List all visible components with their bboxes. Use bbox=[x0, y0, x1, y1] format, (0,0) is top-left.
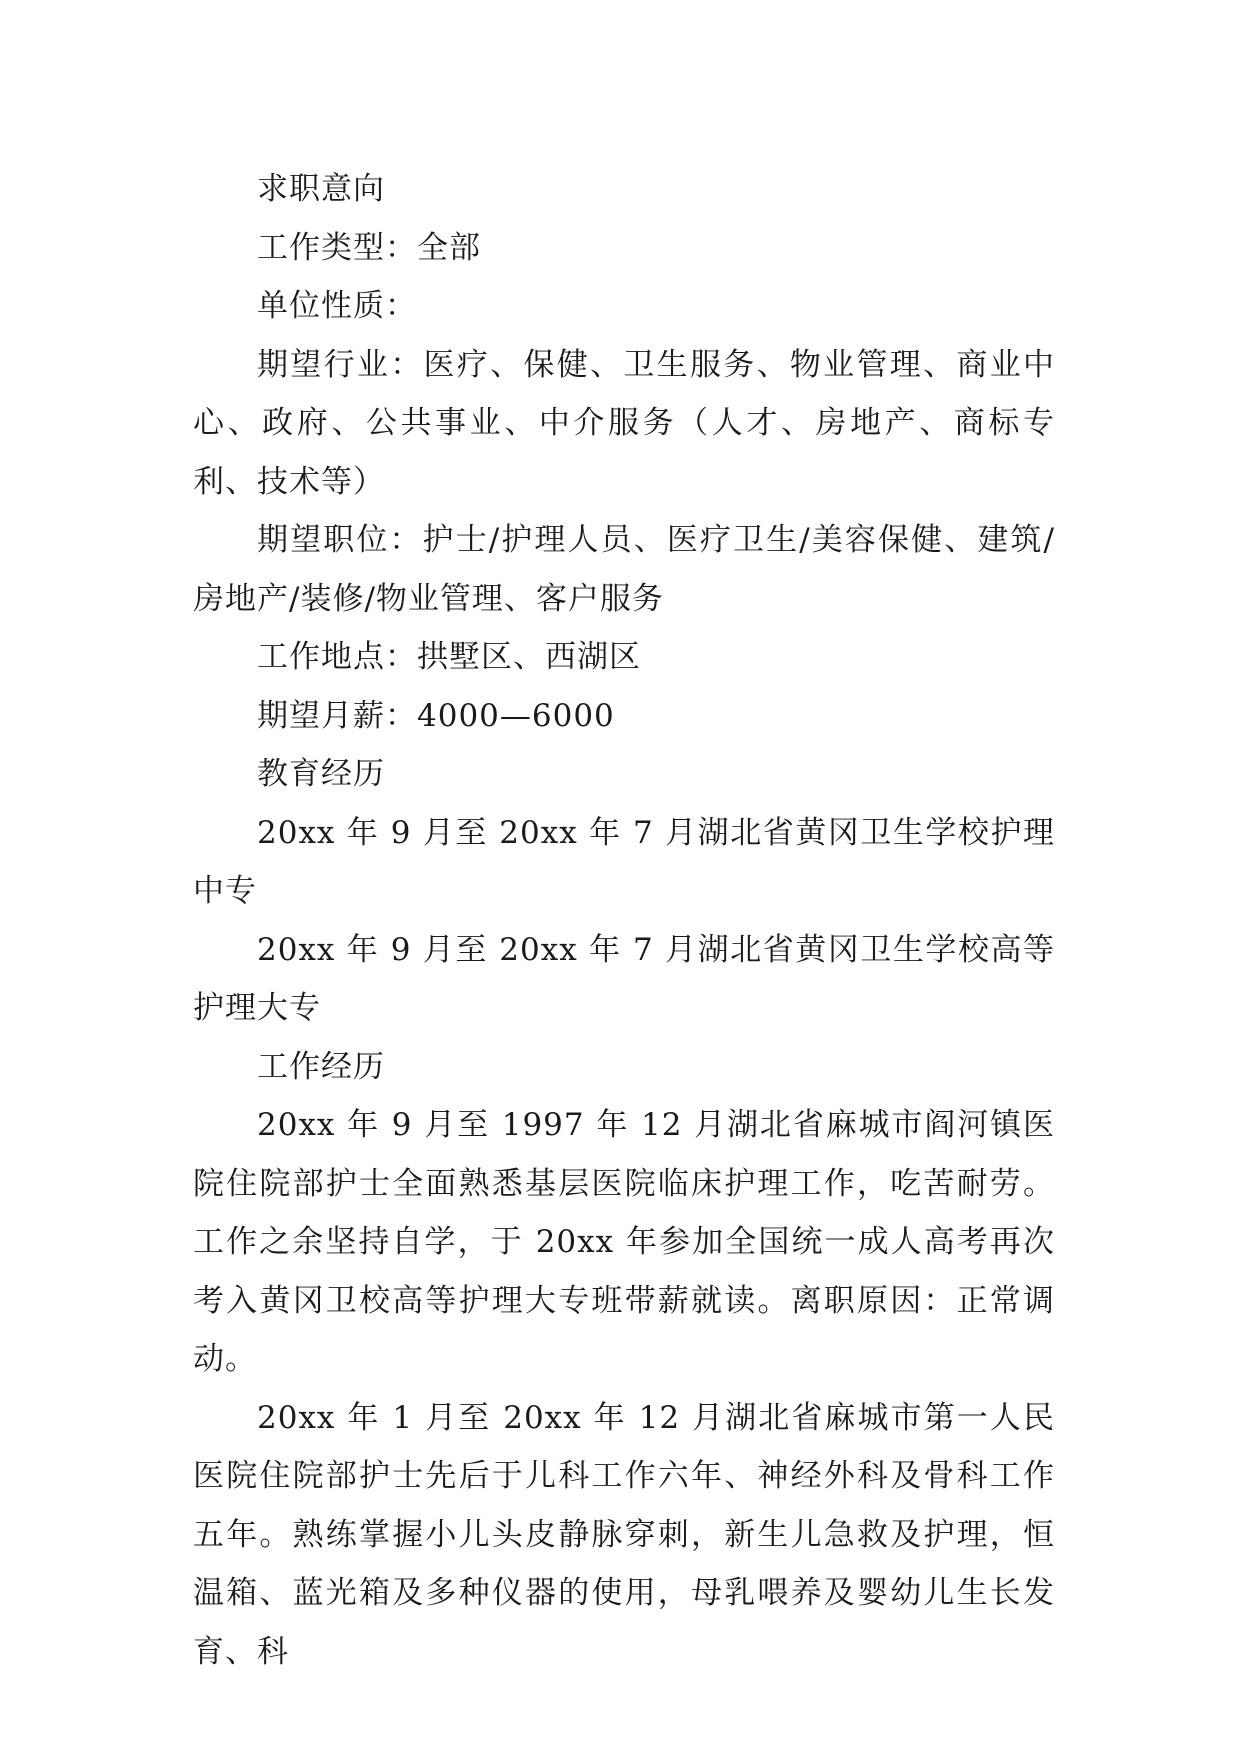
expected-industry-paragraph: 期望行业：医疗、保健、卫生服务、物业管理、商业中心、政府、公共事业、中介服务（人才、房地产、商标专利、技术等） bbox=[193, 346, 1055, 500]
section-heading-job-intention: 求职意向 bbox=[257, 171, 385, 207]
work-location-line: 工作地点：拱墅区、西湖区 bbox=[257, 639, 641, 675]
work-experience-entry: 20xx 年 9 月至 1997 年 12 月湖北省麻城市阎河镇医院住院部护士全面熟悉基层医院临床护理工作，吃苦耐劳。工作之余坚持自学，于 20xx 年参加全国统一成人高考再次考入黄冈卫校高等护理大专班带薪就读。离职原因：正常调动。 bbox=[193, 1107, 1055, 1377]
expected-salary-line: 期望月薪：4000—6000 bbox=[257, 697, 615, 734]
work-experience-entry: 20xx 年 1 月至 20xx 年 12 月湖北省麻城市第一人民医院住院部护士先后于儿科工作六年、神经外科及骨科工作五年。熟练掌握小儿头皮静脉穿刺，新生儿急救及护理，恒温箱、蓝光箱及多种仪器的使用，母乳喂养及婴幼儿生长发育、科 bbox=[193, 1399, 1055, 1670]
employer-type-line: 单位性质： bbox=[257, 288, 417, 324]
education-entry: 20xx 年 9 月至 20xx 年 7 月湖北省黄冈卫生学校护理中专 bbox=[193, 814, 1055, 909]
resume-body bbox=[193, 160, 1055, 1681]
education-entry: 20xx 年 9 月至 20xx 年 7 月湖北省黄冈卫生学校高等护理大专 bbox=[193, 931, 1055, 1026]
section-heading-work-experience: 工作经历 bbox=[257, 1048, 385, 1085]
section-heading-education: 教育经历 bbox=[257, 756, 385, 792]
expected-position-paragraph: 期望职位：护士/护理人员、医疗卫生/美容保健、建筑/房地产/装修/物业管理、客户服务 bbox=[193, 522, 1055, 617]
job-type-line: 工作类型：全部 bbox=[257, 229, 481, 266]
